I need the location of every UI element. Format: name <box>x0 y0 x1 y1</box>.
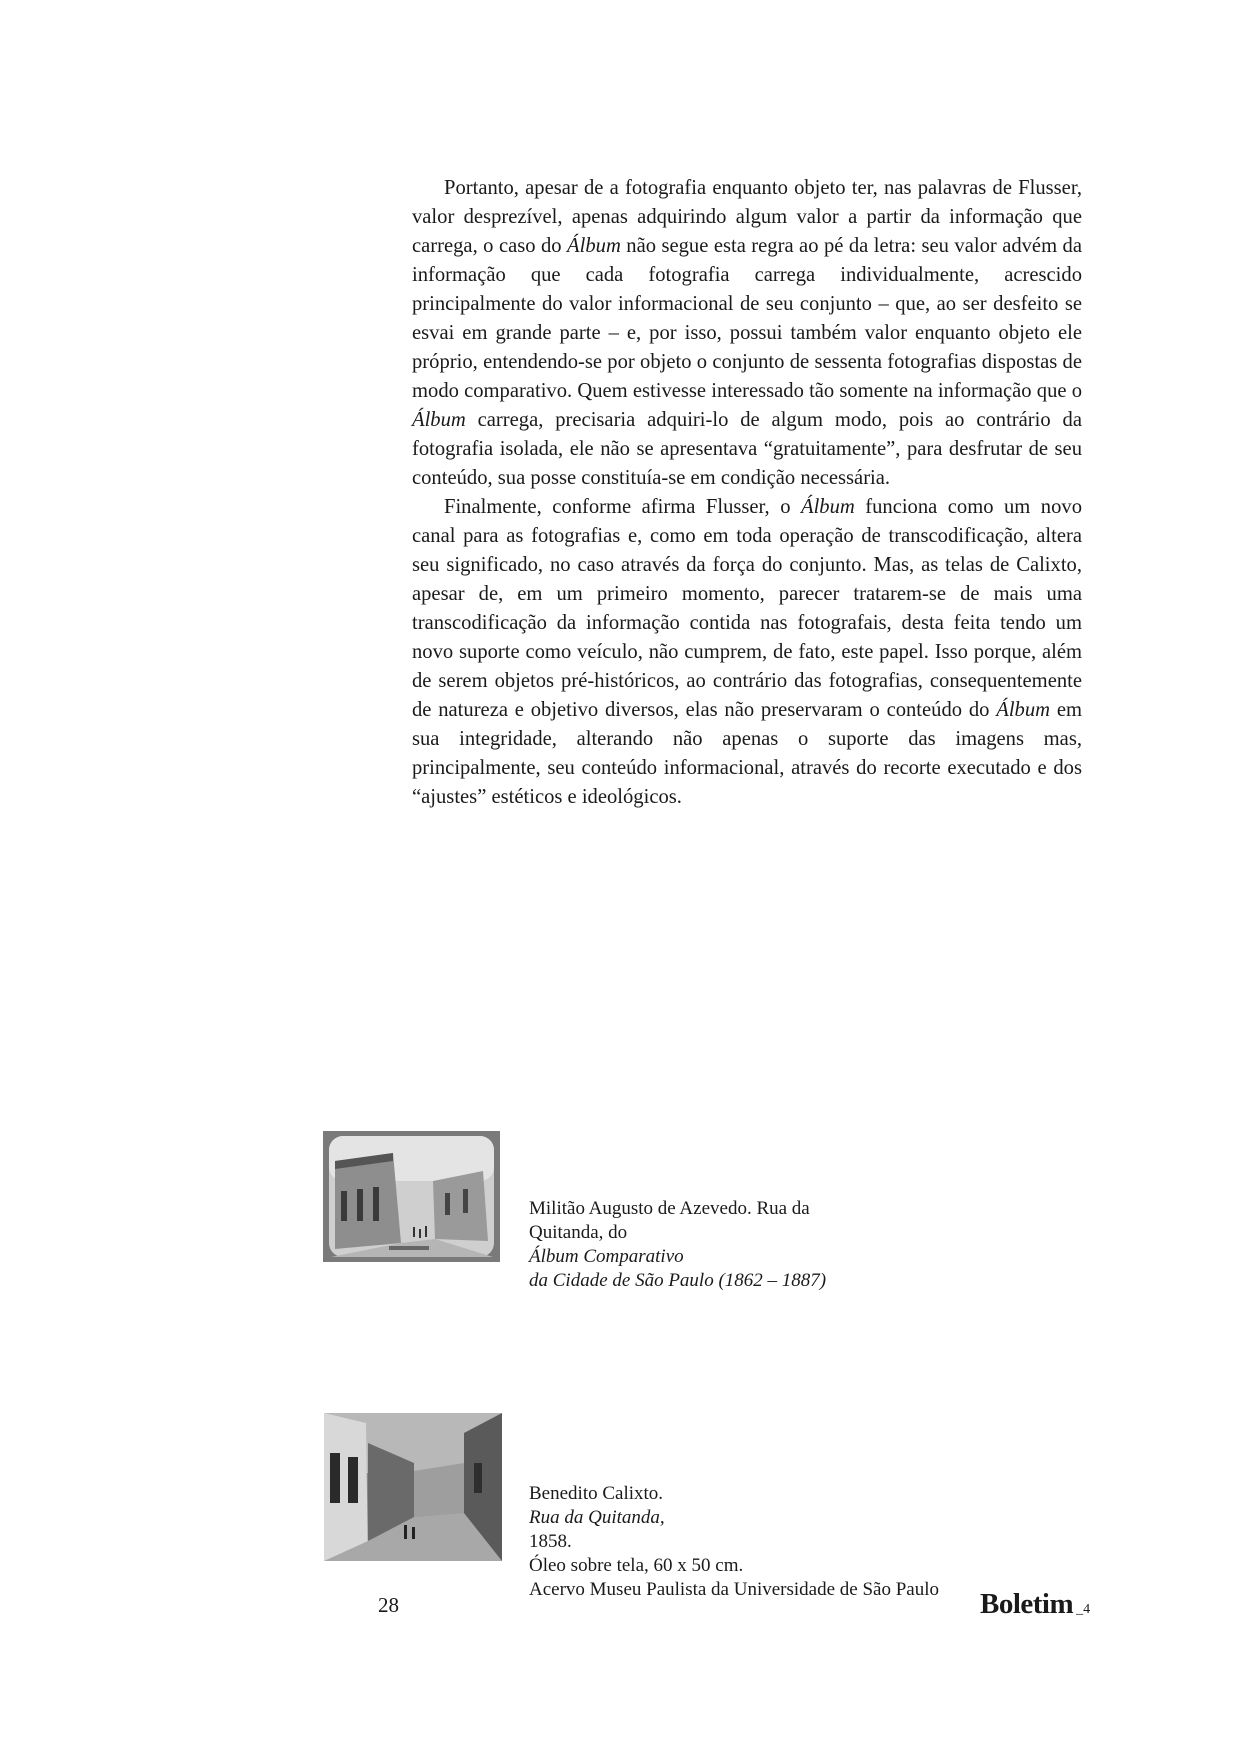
text-run: Finalmente, conforme afirma Flusser, o <box>444 496 801 518</box>
text-run: Óleo sobre tela, 60 x 50 cm. <box>529 1555 744 1576</box>
text-run: Quitanda, do <box>529 1222 628 1243</box>
caption-line <box>529 1197 826 1221</box>
text-run: Benedito Calixto. <box>529 1483 664 1504</box>
figure-painting-rua-da-quitanda <box>324 1413 502 1561</box>
page-number: 28 <box>378 1593 399 1617</box>
caption-line <box>529 1578 939 1602</box>
text-run: Militão Augusto de Azevedo. Rua da <box>529 1198 810 1219</box>
figure-caption <box>529 1482 939 1602</box>
italic-text: Álbum <box>996 699 1051 721</box>
caption-line <box>529 1554 939 1578</box>
caption-line <box>529 1482 939 1506</box>
text-run: Acervo Museu Paulista da Universidade de São Paulo <box>529 1579 939 1600</box>
body-paragraph <box>412 174 1082 493</box>
figure-photograph-rua-da-quitanda <box>323 1131 500 1262</box>
journal-issue: _4 <box>1076 1602 1091 1617</box>
figure-caption <box>529 1197 826 1293</box>
journal-name: Boletim <box>980 1588 1074 1620</box>
text-run: não segue esta regra ao pé da letra: seu valor advém da informação que cada fotografia carrega individualmente, acrescido principalmente do valor informacional de seu conjunto – que, ao ser desfeito se esvai em grande parte – e, por isso, possui também valor enquanto objeto ele próprio, entendendo-se por objeto o conjunto de sessenta fotografias dispostas de modo comparativo. Quem estivesse interessado tão somente na informação que o <box>412 235 1082 402</box>
italic-text: Álbum <box>800 496 855 518</box>
italic-text: Álbum <box>412 409 466 431</box>
body-paragraph <box>412 493 1082 812</box>
text-run: em sua integridade, alterando não apenas o suporte das imagens mas, principalmente, seu conteúdo informacional, através do recorte executado e dos “ajustes” estéticos e ideológicos. <box>412 699 1082 808</box>
italic-text: da Cidade de São Paulo (1862 – 1887) <box>529 1270 827 1291</box>
caption-line <box>529 1221 826 1269</box>
article-body <box>412 174 1082 812</box>
text-run: funciona como um novo canal para as fotografias e, como em toda operação de transcodificação, altera seu significado, no caso através da força do conjunto. Mas, as telas de Calixto, apesar de, em um primeiro momento, parecer tratarem-se de mais uma transcodificação da informação contida nas fotografais, desta feita tendo um novo suporte como veículo, não cumprem, de fato, este papel. Isso porque, além de serem objetos pré-históricos, ao contrário das fotografias, consequentemente de natureza e objetivo diversos, elas não preservaram o conteúdo do <box>412 496 1082 721</box>
journal-logo <box>980 1588 1090 1621</box>
text-run: 1858. <box>529 1531 572 1552</box>
text-run: Portanto, apesar de a fotografia enquanto objeto ter, nas palavras de Flusser, valor desprezível, apenas adquirindo algum valor a partir da informação que carrega, o caso do <box>412 177 1082 257</box>
italic-text: Álbum Comparativo <box>529 1246 684 1267</box>
italic-text: Rua da Quitanda, <box>529 1507 665 1528</box>
italic-text: Álbum <box>567 235 621 257</box>
caption-line <box>529 1269 826 1293</box>
text-run: carrega, precisaria adquiri-lo de algum modo, pois ao contrário da fotografia isolada, ele não se apresentava “gratuitamente”, para desfrutar de seu conteúdo, sua posse constituía-se em condição necessária. <box>412 409 1082 489</box>
caption-line <box>529 1506 939 1554</box>
